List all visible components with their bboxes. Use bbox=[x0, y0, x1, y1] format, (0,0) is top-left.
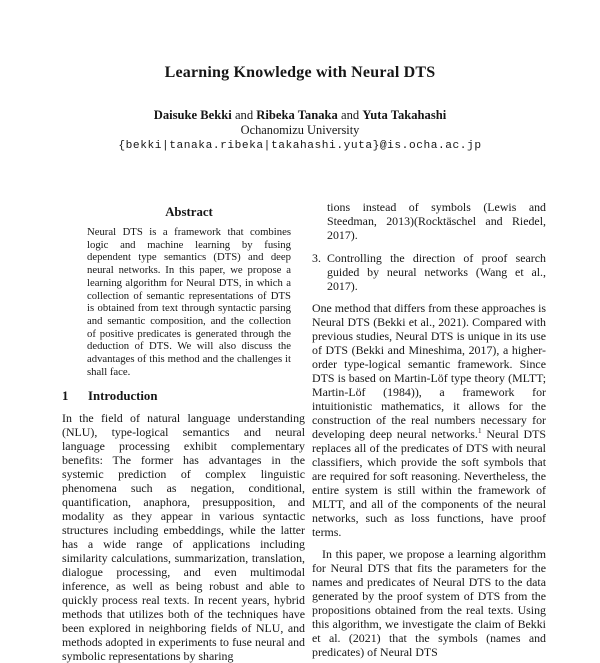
list-item-3 bbox=[312, 251, 546, 293]
abstract-body: Neural DTS is a framework that combines logic and machine learning by fusing dependent type semantics (DTS) and deep neural networks. In this paper, we propose a learning algorithm for Neural DTS, in which a collection of semantic representations of DTS is obtained from text through syntactic parsing and semantic composition, and the collection of positive predicates is generated through the deduction of DTS. We will also discuss the advantages of this method and the challenges it shall face. bbox=[87, 226, 291, 378]
paragraph-in-this-paper: In this paper, we propose a learning algorithm for Neural DTS that fits the parameters for the names and predicates of Neural DTS to the data generated by the proof system of DTS from the propositions obtained from the real texts. Using this algorithm, we investigate the claim of Bekki et al. (2021) that the symbols (names and predicates) of Neural DTS bbox=[312, 547, 546, 659]
list-item-3-number: 3. bbox=[312, 251, 321, 265]
abstract-heading: Abstract bbox=[165, 205, 213, 219]
paragraph-one-method-text: One method that differs from these approaches is Neural DTS (Bekki et al., 2021). Compared with previous studies, Neural DTS is unique in its use of DTS (Bekki and Mineshima, 2017), a higher-order type-logical semantic framework. Since DTS is based on Martin-Löf type theory (MLTT; Martin-Löf (1984)), a framework for intuitionistic mathematics, it allows for the construction of the real numbers necessary for developing deep neural networks. bbox=[312, 301, 546, 441]
paper-header bbox=[0, 108, 600, 152]
author-separator: and bbox=[341, 108, 360, 122]
author-name-3: Yuta Takahashi bbox=[362, 108, 447, 122]
author-name-1: Daisuke Bekki bbox=[153, 108, 232, 122]
left-column bbox=[62, 200, 305, 663]
author-line bbox=[0, 108, 600, 122]
email-line: {bekki|tanaka.ribeka|takahashi.yuta}@is.ocha.ac.jp bbox=[118, 140, 482, 152]
right-column bbox=[312, 200, 546, 659]
author-name-2: Ribeka Tanaka bbox=[256, 108, 338, 122]
list-item-2-continuation: tions instead of symbols (Lewis and Steedman, 2013)(Rocktäschel and Riedel, 2017). bbox=[327, 200, 546, 242]
affiliation: Ochanomizu University bbox=[240, 123, 360, 137]
list-item-3-text: Controlling the direction of proof search guided by neural networks (Wang et al., 2017). bbox=[327, 251, 546, 293]
section-number: 1 bbox=[62, 389, 69, 404]
introduction-paragraph: In the field of natural language understanding (NLU), type-logical semantics and neural language processing exhibit complementary benefits: The former has advantages in the systemic prediction of complex linguistic phenomena such as negation, conditional, quantification, anaphora, presupposition, and modality as they appear in various syntactic structures including embeddings, while the latter has a wide range of applications including similarity calculations, summarization, translation, dialogue processing, and even multimodal inference, as well as being robust and able to quickly process real texts. In recent years, hybrid methods that utilizes both of the techniques have been explored in neighboring fields of NLU, and methods adopted in experiments to fuse neural and symbolic representations by sharing bbox=[62, 411, 305, 663]
section-title: Introduction bbox=[88, 389, 158, 404]
paper-title: Learning Knowledge with Neural DTS bbox=[164, 64, 436, 81]
paragraph-one-method bbox=[312, 301, 546, 539]
section-heading-introduction bbox=[62, 389, 305, 404]
author-separator: and bbox=[234, 108, 254, 122]
paragraph-one-method-text-cont: Neural DTS replaces all of the predicates of DTS with neural classifiers, which provide the soft symbols that are required for soft reasoning. Nevertheless, the entire system is still within the framework of MLTT, and all of the components of the neural networks, such as loss functions, have proof terms. bbox=[312, 427, 546, 539]
footnote-marker: 1 bbox=[477, 426, 482, 436]
